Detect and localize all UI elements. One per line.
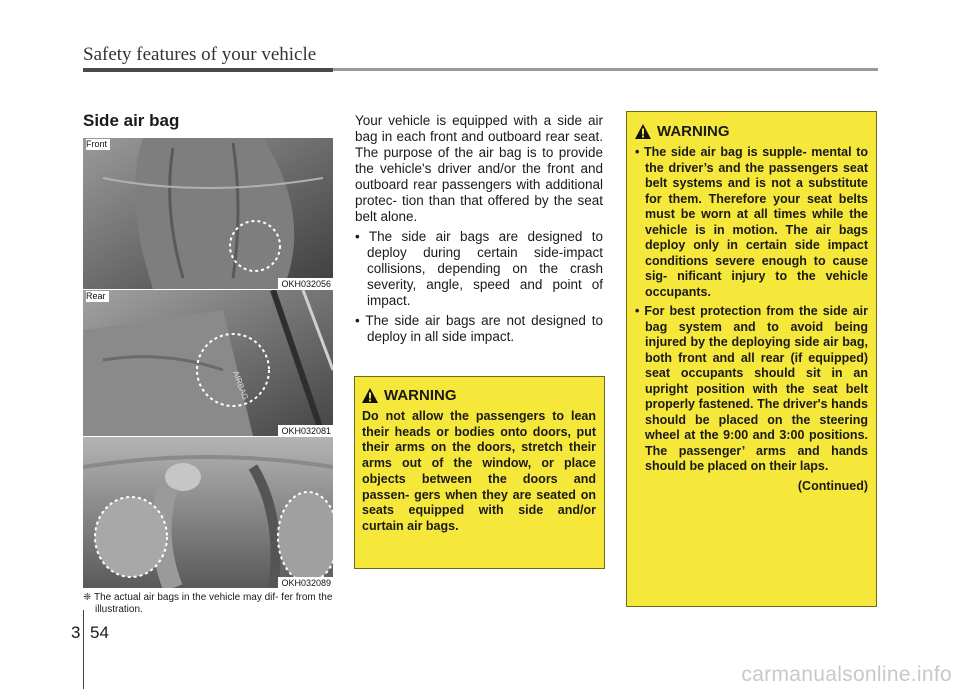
photo-label: Front [86,139,110,150]
photo-code: OKH032089 [278,577,333,588]
continued-label: (Continued) [797,478,868,493]
cabin-airbag-photo [83,437,333,588]
watermark: carmanualsonline.info [741,663,952,686]
intro-paragraph: Your vehicle is equipped with a side air bag in each front and outboard rear seat. The purpose of the air bag is to provide the vehicle's driver and/or the front and outboard rear passengers with additional protec- tion than that offered by the seat belt alone. [355,113,603,224]
page-number: 54 [90,623,109,642]
warning-box-small [354,376,605,569]
warning-box-large [626,111,877,607]
embossed-airbag-text: AIRBAG [231,369,250,402]
warning-triangle-icon [635,124,651,139]
list-item: • The side air bags are designed to deploy during certain side-impact collisions, depending on the crash severity, angle, speed and point of impact. [355,229,603,308]
list-item: • The side air bag is supple- mental to the driver’s and the passengers seat belt systems and is not a substitute for them. Therefore your seat belts must be worn at all times while the vehicle is in motion. The air bags deploy only in certain side impact conditions severe enough to cause sig- nificant injury to the vehicle occupants. [635,145,868,299]
photo-code: OKH032056 [278,278,333,289]
body-bullets [355,229,603,345]
warning-list [635,145,868,475]
body-text [355,113,603,349]
section-title: Side air bag [83,111,180,130]
warning-title: WARNING [657,123,730,140]
warning-title: WARNING [384,387,457,404]
warning-text: Do not allow the passengers to lean their heads or bodies onto doors, put their arms on the doors, stretch their arms out of the window, or place objects between the doors and passen- gers when they are seated on seats equipped with side and/or curtain air bags. [362,409,596,533]
photo-label: Rear [86,291,109,302]
photo-code: OKH032081 [278,425,333,436]
header-rule-accent [83,68,333,72]
list-item: • For best protection from the side air bag system and to avoid being injured by the deploying side air bag, both front and all rear (if equipped) seat occupants should sit in an upright position with the seat belt properly fastened. The driver's hands should be placed on the steering wheel at the 9:00 and 3:00 positions. The passenger’ arms and hands should be placed on their laps. [635,304,868,473]
warning-triangle-icon [362,388,378,403]
rear-seat-photo [83,290,333,436]
page-number-divider [83,610,84,689]
front-seat-photo [83,138,333,289]
figure-footnote: ❈ The actual air bags in the vehicle may dif- fer from the illustration. [83,592,333,615]
warning-header [635,123,868,140]
list-item: • The side air bags are not designed to deploy in all side impact. [355,313,603,344]
warning-header [362,387,596,404]
chapter-number: 3 [71,623,81,642]
page-header-title: Safety features of your vehicle [83,44,317,65]
